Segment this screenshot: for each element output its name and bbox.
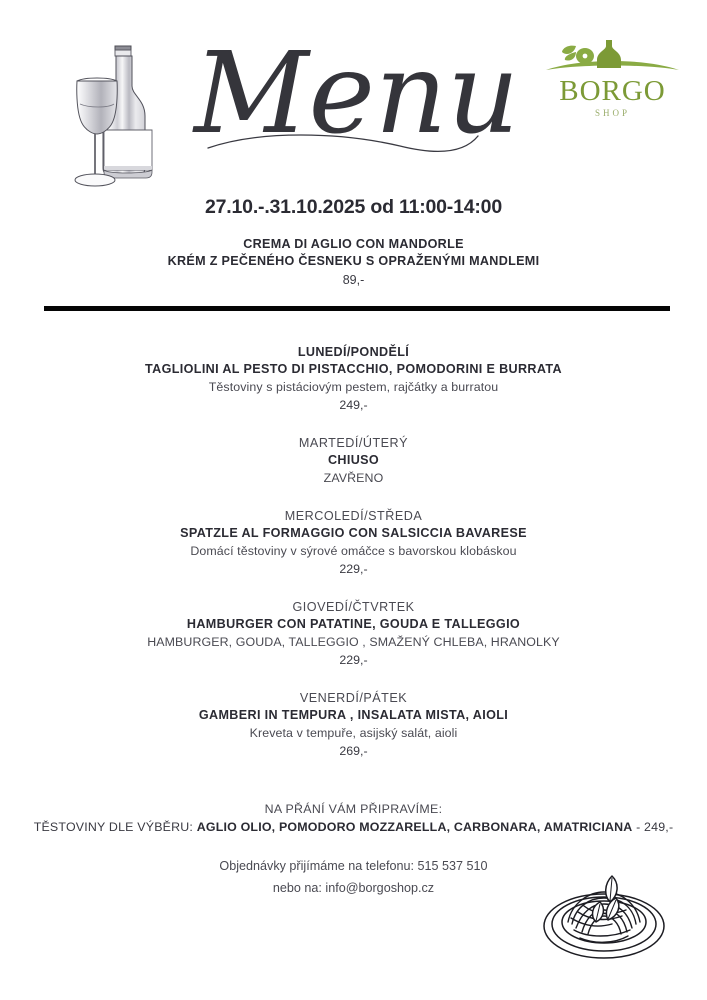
dish-name-cz: HAMBURGER, GOUDA, TALLEGGIO , SMAŽENÝ CHLEBA, HRANOLKY <box>147 635 560 649</box>
wine-bottle-and-glass-icon <box>60 38 160 210</box>
day-label: MERCOLEDÍ/STŘEDA <box>284 509 423 523</box>
dish-name-it: SPATZLE AL FORMAGGIO CON SALSICCIA BAVARESE <box>180 526 527 540</box>
borgo-shop-logo <box>540 34 685 120</box>
contact-phone[interactable]: Objednávky přijímáme na telefonu: 515 537 510 <box>219 859 488 873</box>
choices-list: AGLIO OLIO, POMODORO MOZZARELLA, CARBONARA, AMATRICIANA <box>196 820 633 834</box>
dish-name-cz: ZAVŘENO <box>323 471 384 485</box>
menu-day-tuesday <box>0 435 707 487</box>
dish-price: 249,- <box>339 398 368 412</box>
contact-email[interactable]: nebo na: info@borgoshop.cz <box>272 881 435 895</box>
page-title: Menu <box>194 29 520 159</box>
logo-subtitle: SHOP <box>594 108 630 118</box>
day-label: MARTEDÍ/ÚTERÝ <box>298 436 409 450</box>
on-request-lead: NA PŘÁNÍ VÁM PŘIPRAVÍME: <box>264 802 443 816</box>
soup-name-cz: KRÉM Z PEČENÉHO ČESNEKU S OPRAŽENÝMI MANDLEMI <box>167 254 540 268</box>
menu-day-monday <box>0 344 707 414</box>
daily-menu-list <box>0 344 707 760</box>
soup-price: 89,- <box>342 273 365 287</box>
dish-name-it: GAMBERI IN TEMPURA , INSALATA MISTA, AIOLI <box>198 708 509 722</box>
menu-day-thursday <box>0 599 707 669</box>
olive-and-oil-bottle-icon <box>540 34 685 76</box>
soup-block <box>0 236 707 290</box>
on-request-block <box>0 800 707 837</box>
dish-price: 269,- <box>339 744 368 758</box>
dish-price: 229,- <box>339 653 368 667</box>
dish-name-it: TAGLIOLINI AL PESTO DI PISTACCHIO, POMODORINI E BURRATA <box>145 362 562 376</box>
on-request-choices <box>0 818 707 837</box>
day-label: GIOVEDÍ/ČTVRTEK <box>292 600 415 614</box>
dish-name-cz: Domácí těstoviny v sýrové omáčce s bavorskou klobáskou <box>190 544 517 558</box>
menu-day-friday <box>0 690 707 760</box>
menu-header <box>0 0 707 190</box>
menu-day-wednesday <box>0 508 707 578</box>
dish-name-it: HAMBURGER CON PATATINE, GOUDA E TALLEGGIO <box>186 617 521 631</box>
section-divider <box>44 306 670 311</box>
dish-name-cz: Kreveta v tempuře, asijský salát, aioli <box>249 726 458 740</box>
choices-prefix: TĚSTOVINY DLE VÝBĚRU: <box>33 820 197 834</box>
dish-name-cz: Těstoviny s pistáciovým pestem, rajčátky a burratou <box>208 380 499 394</box>
soup-name-it: CREMA DI AGLIO CON MANDORLE <box>243 237 464 251</box>
dish-name-it: CHIUSO <box>327 453 380 467</box>
date-range: 27.10.-.31.10.2025 od 11:00-14:00 <box>205 196 502 218</box>
day-label: LUNEDÍ/PONDĚLÍ <box>297 345 410 359</box>
day-label: VENERDÍ/PÁTEK <box>299 691 408 705</box>
pasta-plate-icon <box>538 868 670 968</box>
menu-title-script <box>190 20 520 170</box>
logo-wordmark: BORGO <box>559 75 666 107</box>
choices-price: - 249,- <box>632 820 674 834</box>
dish-price: 229,- <box>339 562 368 576</box>
